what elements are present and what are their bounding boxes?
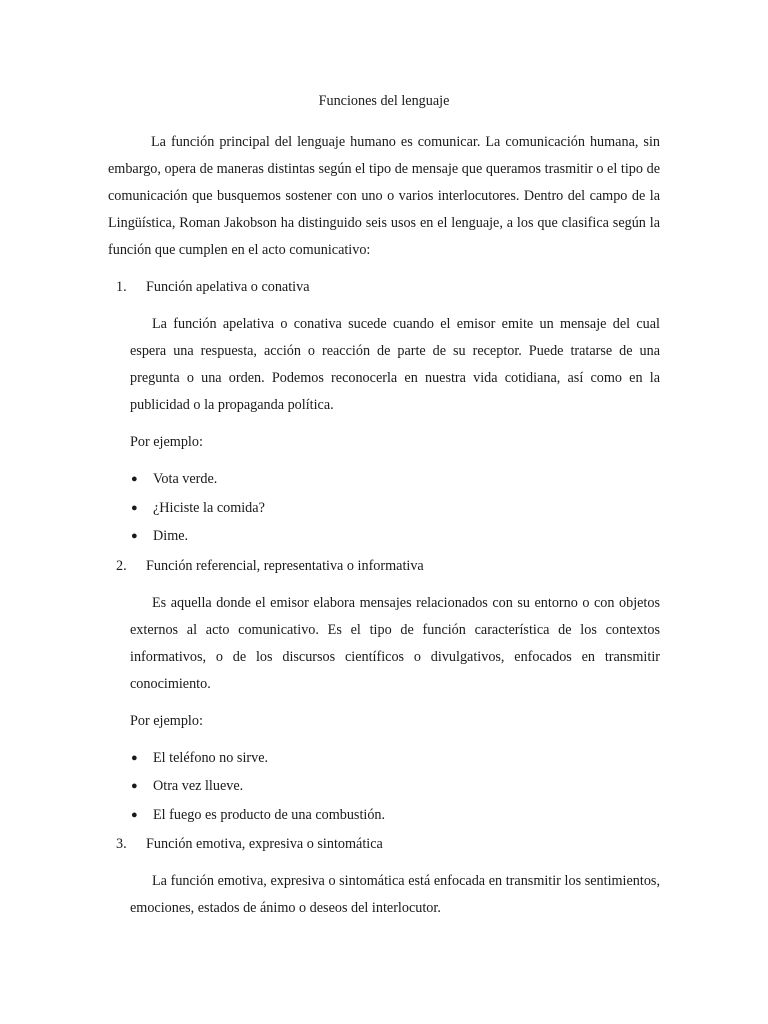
list-item-text: El teléfono no sirve. xyxy=(153,749,269,766)
section-title: Función apelativa o conativa xyxy=(146,279,310,295)
section-title: Función emotiva, expresiva o sintomática xyxy=(146,836,383,852)
section-body xyxy=(108,590,660,830)
list-item-text: Otra vez llueve. xyxy=(153,778,244,794)
section-heading xyxy=(108,553,660,580)
section-paragraph: La función apelativa o conativa sucede cuando el emisor emite un mensaje del cual espera una respuesta, acción o reacción de parte de su receptor. Puede tratarse de una pregunta o una orden. Podemos reconocerla en nuestra vida cotidiana, así como en la publicidad o la propaganda política. xyxy=(130,316,660,413)
bullet-icon: ● xyxy=(131,501,138,514)
bullet-icon: ● xyxy=(131,473,138,485)
intro-paragraph: La función principal del lenguaje humano es comunicar. La comunicación humana, sin embargo, opera de maneras distintas según el tipo de mensaje que queramos trasmitir o el tipo de comunicación que busquemos sostener con uno o varios interlocutores. Dentro del campo de la Lingüística, Roman Jakobson ha distinguido seis usos en el lenguaje, a los que clasifica según la función que cumplen en el acto comunicativo: xyxy=(108,134,660,258)
page-title: Funciones del lenguaje xyxy=(318,93,450,109)
section-heading xyxy=(108,274,660,301)
section-body xyxy=(108,311,660,551)
section-1 xyxy=(108,274,660,551)
bullet-icon: ● xyxy=(131,530,138,542)
list-item xyxy=(130,522,660,551)
list-item xyxy=(130,465,660,494)
list-item xyxy=(130,494,660,523)
section-number: 1. xyxy=(116,279,127,295)
section-number: 2. xyxy=(116,557,127,574)
list-item-text: ¿Hiciste la comida? xyxy=(153,499,265,516)
example-list xyxy=(130,744,660,830)
example-label: Por ejemplo: xyxy=(130,434,203,450)
bullet-icon: ● xyxy=(131,751,138,764)
list-item xyxy=(130,744,660,773)
example-label: Por ejemplo: xyxy=(130,712,203,729)
list-item-text: Vota verde. xyxy=(153,471,218,487)
list-item xyxy=(130,772,660,801)
bullet-icon: ● xyxy=(131,780,138,792)
section-2 xyxy=(108,553,660,830)
bullet-icon: ● xyxy=(131,808,138,821)
list-item-text: Dime. xyxy=(153,528,189,544)
section-heading xyxy=(108,831,660,858)
list-item xyxy=(130,801,660,830)
section-number: 3. xyxy=(116,836,127,852)
example-list xyxy=(130,465,660,551)
section-3 xyxy=(108,831,660,922)
section-paragraph: La función emotiva, expresiva o sintomática está enfocada en transmitir los sentimientos, emociones, estados de ánimo o deseos del interlocutor. xyxy=(130,873,660,916)
section-body xyxy=(108,868,660,922)
section-paragraph: Es aquella donde el emisor elabora mensajes relacionados con su entorno o con objetos externos al acto comunicativo. Es el tipo de función característica de los contextos informativos, o de los discursos científicos o divulgativos, enfocados en transmitir conocimiento. xyxy=(130,594,660,692)
section-title: Función referencial, representativa o informativa xyxy=(146,557,424,574)
list-item-text: El fuego es producto de una combustión. xyxy=(153,806,386,823)
